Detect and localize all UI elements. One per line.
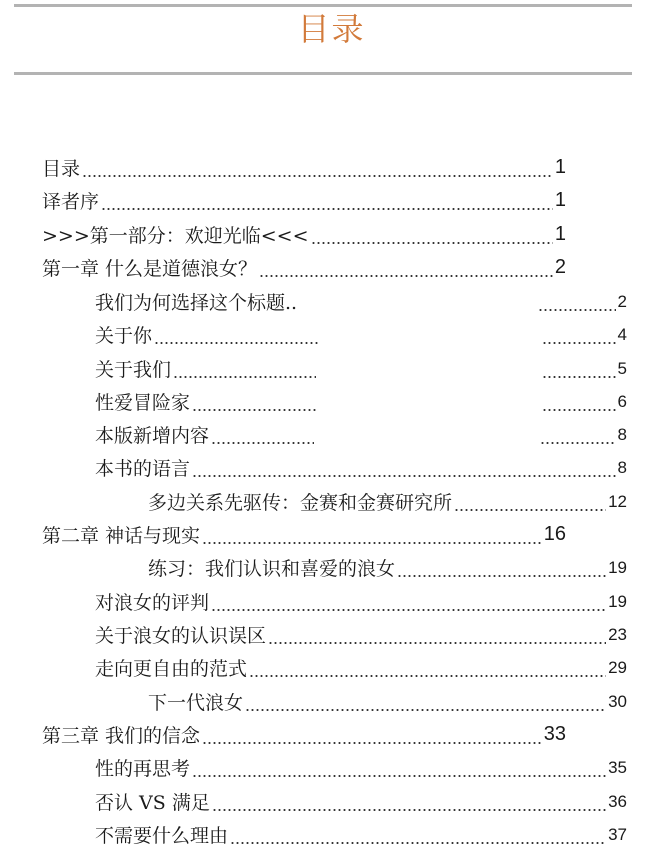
dot-leader xyxy=(542,352,616,385)
toc-entry-page: 8 xyxy=(617,457,627,477)
dot-leader xyxy=(540,418,616,451)
toc-entry-page: 5 xyxy=(617,358,627,378)
dot-leader xyxy=(202,518,542,551)
toc-entry-language[interactable] xyxy=(95,451,627,484)
toc-entry-label: 第一章 什么是道德浪女？ xyxy=(42,258,258,280)
toc-entry-page: 35 xyxy=(608,757,627,777)
toc-entry-page: 16 xyxy=(543,523,566,545)
toc-entry-new-in-edition[interactable] xyxy=(95,418,627,451)
toc-entry-chapter-2[interactable] xyxy=(42,518,566,551)
dot-leader xyxy=(192,451,616,484)
toc-entry-page: 29 xyxy=(608,657,627,677)
toc-entry-myths[interactable] xyxy=(95,618,627,651)
toc-entry-page: 2 xyxy=(617,291,627,311)
toc-entry-label: 对浪女的评判 xyxy=(95,592,210,614)
toc-entry-label: 性爱冒险家 xyxy=(95,392,191,414)
dot-leader xyxy=(202,718,542,751)
toc-entry-page: 1 xyxy=(554,189,566,211)
toc-entry-page: 8 xyxy=(617,424,627,444)
toc-entry-label: 关于我们 xyxy=(95,359,172,381)
dot-leader xyxy=(154,318,319,351)
toc-entry-label: 不需要什么理由 xyxy=(95,825,229,847)
dot-leader xyxy=(268,618,606,651)
toc-entry-part-one[interactable] xyxy=(42,218,566,251)
toc-entry-label: 我们为何选择这个标题.. xyxy=(95,292,298,314)
toc-entry-sex-adventurers[interactable] xyxy=(95,385,627,418)
dot-leader xyxy=(397,551,606,584)
dot-leader xyxy=(212,785,606,818)
dot-leader xyxy=(192,751,606,784)
toc-entry-page: 30 xyxy=(608,691,627,711)
toc-entry-chapter-1[interactable] xyxy=(42,251,566,284)
toc-entry-page: 6 xyxy=(617,391,627,411)
toc-entry-page: 2 xyxy=(554,256,566,278)
toc-entry-page: 33 xyxy=(543,723,566,745)
toc-entry-label: 目录 xyxy=(42,158,81,180)
toc-entry-page: 1 xyxy=(554,223,566,245)
dot-leader xyxy=(245,685,606,718)
toc-entry-page: 4 xyxy=(617,324,627,344)
dot-leader xyxy=(230,818,606,851)
toc-entry-no-reason-needed[interactable] xyxy=(95,818,627,851)
toc-entry-page: 12 xyxy=(608,491,627,511)
toc-entry-page: 19 xyxy=(608,557,627,577)
toc-entry-about-us[interactable] xyxy=(95,352,627,385)
toc-entry-label: 性的再思考 xyxy=(95,758,191,780)
toc-entry-label: 多边关系先驱传：金赛和金赛研究所 xyxy=(148,492,453,514)
toc-entry-preface[interactable] xyxy=(42,184,566,217)
toc-entry-rethinking-sex[interactable] xyxy=(95,751,627,784)
toc-entry-kinsey[interactable] xyxy=(148,485,627,518)
toc-entry-label: 译者序 xyxy=(42,191,100,213)
dot-leader xyxy=(211,418,314,451)
toc-entry-label: >>>第一部分：欢迎光临<<< xyxy=(42,225,309,247)
dot-leader xyxy=(542,318,616,351)
toc-entry-denial-vs-fulfillment[interactable] xyxy=(95,785,627,818)
title-underline xyxy=(14,72,632,75)
dot-leader xyxy=(538,285,616,318)
toc-entry-label: 关于你 xyxy=(95,325,153,347)
toc-entry-label: 第二章 神话与现实 xyxy=(42,525,201,547)
toc-entry-about-you[interactable] xyxy=(95,318,627,351)
toc-entry-label: 第三章 我们的信念 xyxy=(42,725,201,747)
toc-entry-label: 走向更自由的范式 xyxy=(95,658,248,680)
toc-entry-page: 23 xyxy=(608,624,627,644)
toc-entry-label: 本书的语言 xyxy=(95,458,191,480)
toc-entry-label: 关于浪女的认识误区 xyxy=(95,625,267,647)
toc-entry-why-title[interactable] xyxy=(95,285,627,318)
toc-entry-page: 37 xyxy=(608,824,627,844)
toc-entry-contents[interactable] xyxy=(42,151,566,184)
toc-entry-page: 1 xyxy=(554,156,566,178)
dot-leader xyxy=(249,651,606,684)
dot-leader xyxy=(82,151,553,184)
toc-entry-judgment[interactable] xyxy=(95,585,627,618)
toc-entry-label: 本版新增内容 xyxy=(95,425,210,447)
dot-leader xyxy=(101,184,553,217)
dot-leader xyxy=(211,585,606,618)
toc-entry-label: 下一代浪女 xyxy=(148,692,244,714)
toc-entry-chapter-3[interactable] xyxy=(42,718,566,751)
dot-leader xyxy=(454,485,606,518)
dot-leader xyxy=(311,218,553,251)
dot-leader xyxy=(259,251,553,284)
dot-leader xyxy=(192,385,316,418)
toc-entry-page: 36 xyxy=(608,791,627,811)
toc-entry-next-generation[interactable] xyxy=(148,685,627,718)
toc-entry-label: 否认 VS 满足 xyxy=(95,792,210,814)
toc-entry-page: 19 xyxy=(608,591,627,611)
toc-entry-exercise[interactable] xyxy=(148,551,627,584)
page-title: 目录 xyxy=(297,10,366,48)
dot-leader xyxy=(542,385,616,418)
toc-entry-freer-paradigm[interactable] xyxy=(95,651,627,684)
dot-leader xyxy=(173,352,316,385)
toc-entry-label: 练习：我们认识和喜爱的浪女 xyxy=(148,558,396,580)
